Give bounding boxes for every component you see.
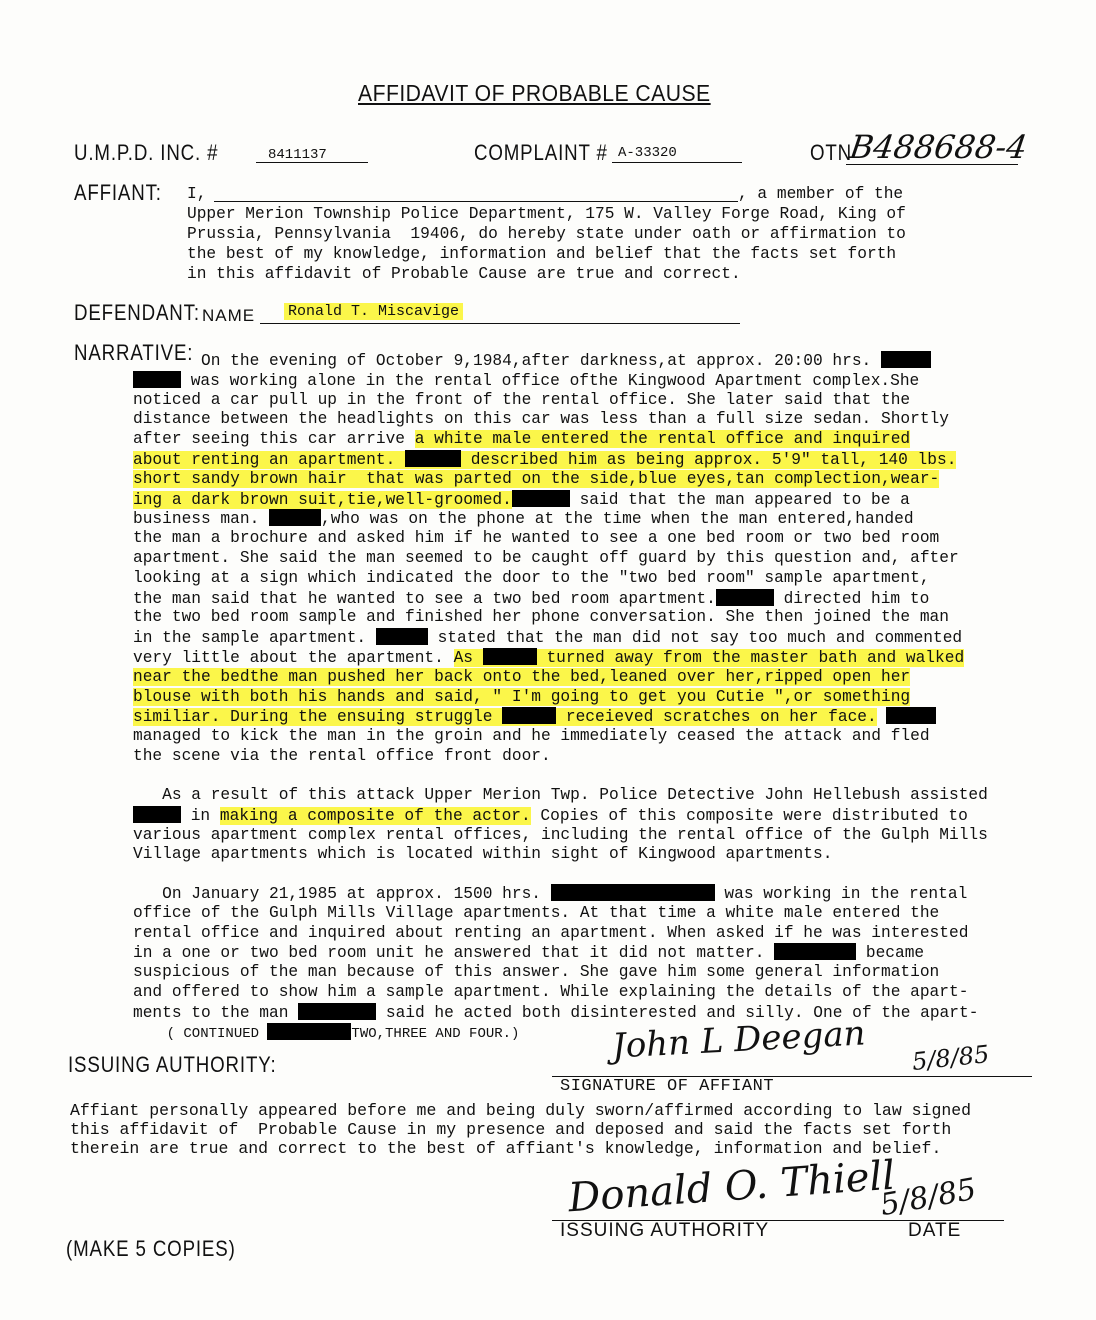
narrative-paragraph-2: [133, 786, 993, 865]
narrative-line: looking at a sign which indicated the door to the "two bed room" sample apartment,: [133, 568, 930, 587]
narrative-line: similiar. During the ensuing struggle receieved scratches on her face.: [133, 707, 993, 727]
complaint-underline: [612, 162, 742, 163]
affiant-member-text: , a member of the: [738, 185, 904, 203]
narrative-line: business man. ,who was on the phone at the time when the man entered,handed: [133, 510, 914, 529]
sworn-statement-line: therein are true and correct to the best of affiant's knowledge, information and belief.: [70, 1139, 942, 1158]
narrative-paragraph-1: [133, 351, 993, 767]
redaction: [774, 943, 856, 960]
narrative-line: suspicious of the man because of this answer. She gave him some general information: [133, 963, 940, 982]
narrative-line: in making a composite of the actor. Copies of this composite were distributed to: [133, 806, 993, 826]
inc-label: U.M.P.D. INC. #: [74, 140, 219, 165]
signature-of-affiant-label: SIGNATURE OF AFFIANT: [560, 1077, 775, 1096]
issuing-authority-date: 5/8/85: [877, 1171, 979, 1224]
narrative-line: On the evening of October 9,1984,after darkness,at approx. 20:00 hrs.: [133, 351, 993, 371]
defendant-name-underline: [260, 323, 740, 324]
narrative-line: office of the Gulph Mills Village apartments. At that time a white male entered the: [133, 903, 940, 922]
narrative-line: about renting an apartment. described him as being approx. 5'9" tall, 140 lbs.: [133, 450, 957, 469]
affiant-label: AFFIANT:: [74, 180, 162, 205]
redaction: [267, 1023, 351, 1040]
narrative-line: after seeing this car arrive a white male entered the rental office and inquired: [133, 430, 911, 449]
narrative-line: Village apartments which is located within sight of Kingwood apartments.: [133, 845, 833, 864]
redaction: [133, 371, 181, 388]
sworn-statement-line: Affiant personally appeared before me and being duly sworn/affirmed according to law signed: [70, 1101, 972, 1120]
narrative-line: As a result of this attack Upper Merion Twp. Police Detective John Hellebush assisted: [133, 786, 988, 804]
otn-handwritten: B488688-4: [847, 128, 1030, 166]
redaction: [298, 1003, 376, 1020]
narrative-line: in a one or two bed room unit he answered that it did not matter. became: [133, 944, 925, 963]
narrative-line: the scene via the rental office front door.: [133, 746, 551, 765]
narrative-line: very little about the apartment. As turned away from the master bath and walked: [133, 648, 965, 667]
narrative-line: the two bed room sample and finished her phone conversation. She then joined the man: [133, 608, 949, 627]
narrative-line: blouse with both his hands and said, " I'm going to get you Cutie ",or something: [133, 687, 911, 706]
redaction: [133, 806, 181, 823]
document-title: AFFIDAVIT OF PROBABLE CAUSE: [358, 80, 711, 106]
date-label: DATE: [908, 1220, 962, 1241]
defendant-name: Ronald T. Miscavige: [284, 303, 463, 320]
redaction: [551, 884, 715, 901]
affiant-lead: I,: [187, 185, 207, 203]
defendant-label: DEFENDANT:: [74, 300, 200, 325]
issuing-authority-sublabel: ISSUING AUTHORITY: [560, 1220, 770, 1241]
complaint-label: COMPLAINT #: [474, 140, 608, 165]
narrative-line: managed to kick the man in the groin and he immediately ceased the attack and fled: [133, 727, 930, 746]
narrative-line: ( CONTINUED TWO,THREE AND FOUR.): [133, 1023, 993, 1043]
narrative-line: the man a brochure and asked him if he wanted to see a one bed room or two bed room: [133, 529, 940, 548]
affiant-signature-date: 5/8/85: [910, 1040, 991, 1076]
redaction: [483, 648, 537, 665]
sworn-statement: [70, 1101, 971, 1158]
narrative-label: NARRATIVE:: [74, 340, 194, 365]
otn-label: OTN: [810, 140, 853, 165]
inc-number: 8411137: [268, 147, 327, 163]
narrative-line: distance between the headlights on this car was less than a full size sedan. Shortly: [133, 410, 949, 429]
narrative-line: and offered to show him a sample apartment. While explaining the details of the apart-: [133, 982, 969, 1001]
issuing-authority-signature: Donald O. Thiell: [566, 1152, 897, 1222]
affiant-signature: John L Deegan: [611, 1013, 867, 1067]
affiant-line-4: in this affidavit of Probable Cause are true and correct.: [187, 265, 741, 283]
narrative-line: was working alone in the rental office ofthe Kingwood Apartment complex.She: [133, 371, 993, 391]
narrative-line: On January 21,1985 at approx. 1500 hrs. was working in the rental: [133, 885, 968, 903]
narrative-line: near the bedthe man pushed her back onto the bed,leaned over her,ripped open her: [133, 667, 911, 686]
defendant-name-label: NAME: [202, 306, 256, 325]
redaction: [716, 589, 774, 606]
sworn-statement-line: this affidavit of Probable Cause in my presence and deposed and said the facts set forth: [70, 1120, 952, 1139]
redaction: [512, 490, 570, 507]
redaction: [886, 707, 936, 724]
affiant-line-3: the best of my knowledge, information and belief that the facts set forth: [187, 245, 897, 263]
narrative-line: ing a dark brown suit,tie,well-groomed. said that the man appeared to be a: [133, 490, 910, 509]
affiant-name-underline: [214, 201, 738, 202]
narrative-line: rental office and inquired about renting an apartment. When asked if he was interested: [133, 923, 969, 942]
narrative-line: apartment. She said the man seemed to be caught off guard by this question and, after: [133, 548, 959, 567]
narrative-line: ments to the man said he acted both disinterested and silly. One of the apart-: [133, 1003, 979, 1022]
copies-note: (MAKE 5 COPIES): [66, 1236, 236, 1261]
redaction: [376, 628, 428, 645]
redaction: [405, 450, 461, 467]
affiant-line-1: Upper Merion Township Police Department, 175 W. Valley Forge Road, King of: [187, 205, 906, 223]
redaction: [502, 707, 556, 724]
narrative-line: noticed a car pull up in the front of the rental office. She later said that the: [133, 390, 911, 409]
narrative-line: in the sample apartment. stated that the man did not say too much and commented: [133, 629, 963, 648]
narrative-line: short sandy brown hair that was parted on the side,blue eyes,tan complection,wear-: [133, 469, 940, 488]
issuing-authority-label: ISSUING AUTHORITY:: [68, 1052, 277, 1077]
narrative-line: the man said that he wanted to see a two bed room apartment. directed him to: [133, 589, 930, 608]
complaint-number: A-33320: [618, 145, 677, 161]
redaction: [269, 509, 321, 526]
redaction: [881, 351, 931, 368]
narrative-line: various apartment complex rental offices, including the rental office of the Gulph Mills: [133, 825, 988, 844]
affiant-line-2: Prussia, Pennsylvania 19406, do hereby state under oath or affirmation to: [187, 225, 906, 243]
